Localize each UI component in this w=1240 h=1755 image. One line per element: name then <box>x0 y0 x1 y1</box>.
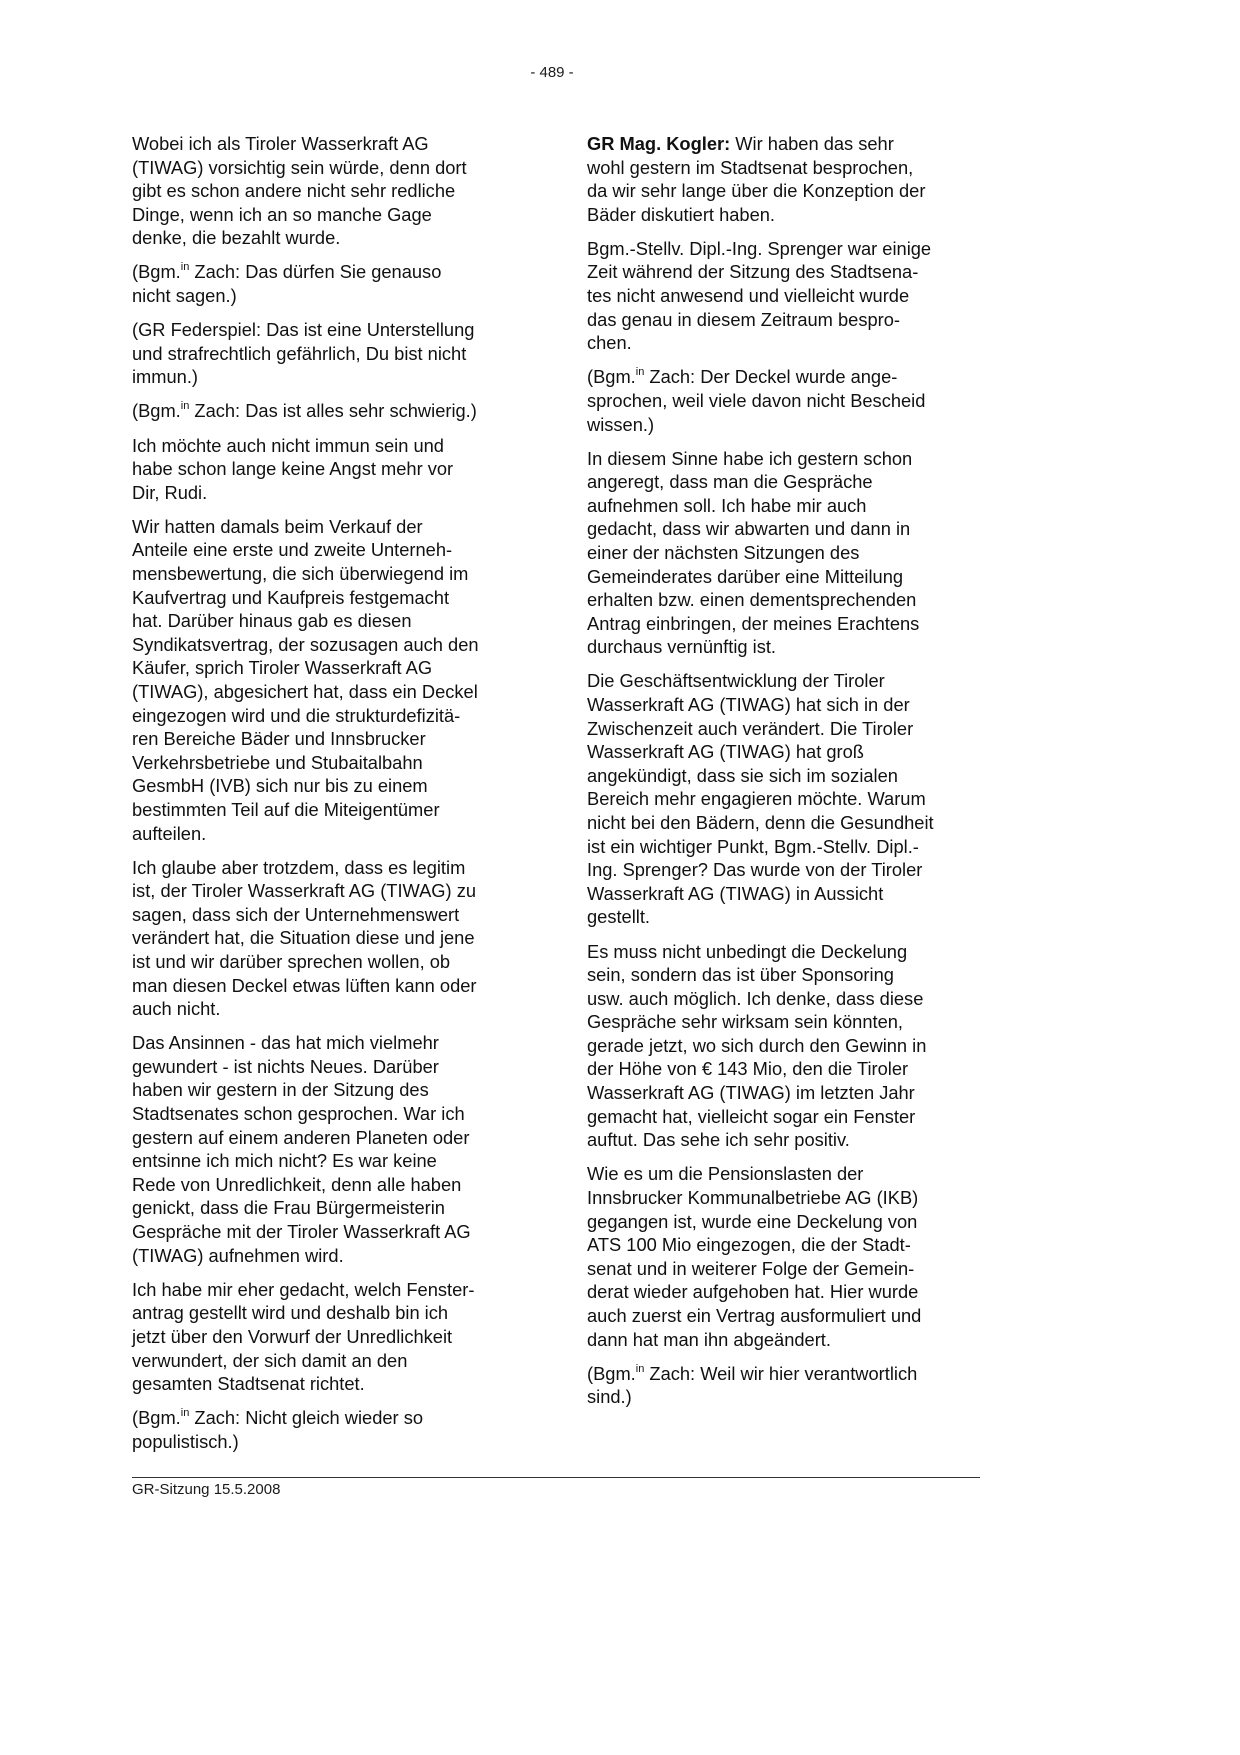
paragraph: Das Ansinnen - das hat mich vielmehr gewundert - ist nichts Neues. Darüber haben wir gestern in der Sitzung des Stadtsenates schon gesprochen. War ich gestern auf einem anderen Planeten oder entsinne ich mich nicht? Es war keine Rede von Unredlichkeit, denn alle haben genickt, dass die Frau Bürgermeisterin Gespräche mit der Tiroler Wasserkraft AG (TIWAG) aufnehmen wird. <box>132 1032 471 1266</box>
superscript: in <box>180 261 190 274</box>
interjection: (GR Federspiel: Das ist eine Unterstellung und strafrechtlich gefährlich, Du bist nicht immun.) <box>132 319 475 388</box>
footer-divider <box>132 1477 980 1478</box>
paragraph: Wir hatten damals beim Verkauf der Anteile eine erste und zweite Unterneh- mensbewertung, die sich überwiegend im Kaufvertrag und Kaufpreis festgemacht hat. Darüber hinaus gab es diesen Syndikatsvertrag, der sozusagen auch den Käufer, sprich Tiroler Wasserkraft AG (TIWAG), abgesichert hat, dass ein Deckel eingezogen wird und die strukturdefizitä- ren Bereiche Bäder und Innsbrucker Verkehrsbetriebe und Stubaitalbahn GesmbH (IVB) sich nur bis zu einem bestimmten Teil auf die Miteigentümer aufteilen. <box>132 515 479 844</box>
paragraph: Bgm.-Stellv. Dipl.-Ing. Sprenger war einige Zeit während der Sitzung des Stadtsena- tes nicht anwesend und vielleicht wurde das genau in diesem Zeitraum bespro- chen. <box>587 237 932 354</box>
interjection-speaker-prefix: (Bgm. <box>132 261 181 283</box>
paragraph: Ich habe mir eher gedacht, welch Fenster- antrag gestellt wird und deshalb bin ich jetzt über den Vorwurf der Unredlichkeit verwundert, der sich damit an den gesamten Stadtsenat richtet. <box>132 1278 475 1395</box>
speaker-name: GR Mag. Kogler: <box>587 133 731 154</box>
footer-session-date: GR-Sitzung 15.5.2008 <box>132 1481 281 1498</box>
interjection-speaker-prefix: (Bgm. <box>132 1407 181 1429</box>
speech-text: Wir haben das sehr wohl gestern im Stadtsenat besprochen, da wir sehr lange über die Konzeption der Bäder diskutiert haben. <box>587 133 926 225</box>
interjection-speaker-prefix: (Bgm. <box>132 400 181 422</box>
paragraph: In diesem Sinne habe ich gestern schon angeregt, dass man die Gespräche aufnehmen soll. Ich habe mir auch gedacht, dass wir abwarten und dann in einer der nächsten Sitzungen des Gemeinderates darüber eine Mitteilung erhalten bzw. einen dementsprechenden Antrag einbringen, der meines Erachtens durchaus vernünftig ist. <box>587 447 920 658</box>
interjection-text: Zach: Weil wir hier verantwortlich sind.) <box>587 1362 918 1408</box>
interjection <box>132 1406 527 1453</box>
paragraph: Ich möchte auch nicht immun sein und habe schon lange keine Angst mehr vor Dir, Rudi. <box>132 434 454 503</box>
interjection-text: Zach: Das ist alles sehr schwierig.) <box>189 400 477 422</box>
interjection-speaker-prefix: (Bgm. <box>587 366 636 388</box>
interjection-text: Zach: Nicht gleich wieder so populistisch.) <box>132 1407 424 1452</box>
interjection <box>132 399 527 423</box>
paragraph: Wobei ich als Tiroler Wasserkraft AG (TIWAG) vorsichtig sein würde, denn dort gibt es schon andere nicht sehr redliche Dinge, wenn ich an so manche Gage denke, die bezahlt wurde. <box>132 133 467 249</box>
interjection <box>587 365 982 436</box>
interjection-speaker-prefix: (Bgm. <box>587 1362 636 1384</box>
superscript: in <box>635 1362 645 1375</box>
right-column <box>587 132 982 1419</box>
paragraph: Ich glaube aber trotzdem, dass es legitim ist, der Tiroler Wasserkraft AG (TIWAG) zu sagen, dass sich der Unternehmenswert verändert hat, die Situation diese und jene ist und wir darüber sprechen wollen, ob man diesen Deckel etwas lüften kann oder auch nicht. <box>132 856 477 1020</box>
superscript: in <box>635 366 645 379</box>
paragraph: Die Geschäftsentwicklung der Tiroler Wasserkraft AG (TIWAG) hat sich in der Zwischenzeit auch verändert. Die Tiroler Wasserkraft AG (TIWAG) hat groß angekündigt, dass sie sich im sozialen Bereich mehr engagieren möchte. Warum nicht bei den Bädern, denn die Gesundheit ist ein wichtiger Punkt, Bgm.-Stellv. Dipl.- Ing. Sprenger? Das wurde von der Tiroler Wasserkraft AG (TIWAG) in Aussicht gestellt. <box>587 670 934 928</box>
page-number: - 489 - <box>530 64 574 81</box>
interjection-text: Zach: Der Deckel wurde ange- sprochen, weil viele davon nicht Bescheid wissen.) <box>587 366 926 435</box>
interjection <box>132 260 527 307</box>
paragraph: Wie es um die Pensionslasten der Innsbrucker Kommunalbetriebe AG (IKB) gegangen ist, wurde eine Deckelung von ATS 100 Mio eingezogen, die der Stadt- senat und in weiterer Folge der Gemein- derat wieder aufgehoben hat. Hier wurde auch zuerst ein Vertrag ausformuliert und dann hat man ihn abgeändert. <box>587 1163 922 1350</box>
left-column <box>132 132 527 1464</box>
superscript: in <box>180 1407 190 1420</box>
paragraph: Es muss nicht unbedingt die Deckelung sein, sondern das ist über Sponsoring usw. auch möglich. Ich denke, dass diese Gespräche sehr wirksam sein könnten, gerade jetzt, wo sich durch den Gewinn in der Höhe von € 143 Mio, den die Tiroler Wasserkraft AG (TIWAG) im letzten Jahr gemacht hat, vielleicht sogar ein Fenster auftut. Das sehe ich sehr positiv. <box>587 940 927 1151</box>
paragraph <box>587 132 982 226</box>
interjection-text: Zach: Das dürfen Sie genauso nicht sagen.) <box>132 261 442 307</box>
superscript: in <box>180 400 190 413</box>
interjection <box>587 1362 982 1409</box>
